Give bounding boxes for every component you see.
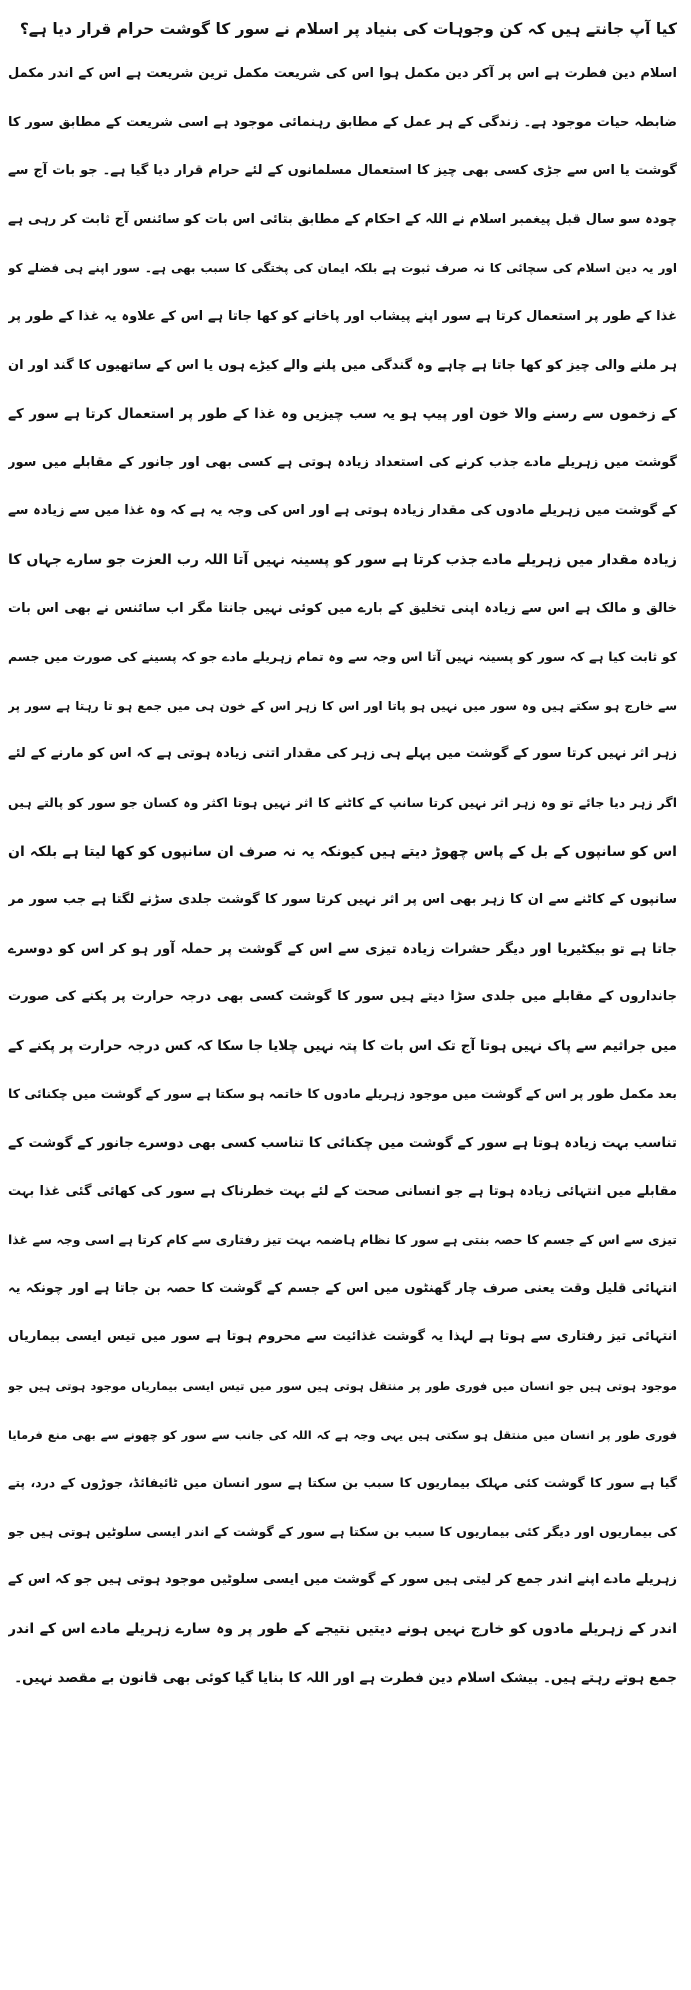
article-line: خالق و مالک ہے اس سے زیادہ اپنی تخلیق کے بارے میں کوئی نہیں جانتا مگر اب سائنس نے بھی اس بات [8, 600, 677, 616]
article-line: گیا ہے سور کا گوشت کئی مہلک بیماریوں کا سبب بن سکتا ہے سور انسان میں ٹائیفائڈ، جوڑوں کے درد، پتے [8, 1475, 677, 1491]
article-line: اندر کے زہریلے مادوں کو خارج نہیں ہونے دیتیں نتیجے کے طور پر وہ سارے زہریلے مادے اس کے اندر [8, 1621, 677, 1637]
article-line: کو ثابت کیا ہے کہ سور کو پسینہ نہیں آتا اس وجہ سے وہ تمام زہریلے مادے جو کہ پسینے کی صورت میں جسم [8, 649, 677, 665]
article-line: کی بیماریوں اور دیگر کئی بیماریوں کا سبب بن سکتا ہے سور کے گوشت کے اندر ایسی سلوٹیں ہوتی ہیں جو [8, 1523, 677, 1539]
article-line: انتہائی تیز رفتاری سے ہوتا ہے لہذا یہ گوشت غذائیت سے محروم ہوتا ہے سور میں تیس ایسی بیماریاں [8, 1329, 677, 1345]
article-line: سانپوں کے کاٹنے سے ان کا زہر بھی اس پر اثر نہیں کرتا سور کا گوشت جلدی سڑنے لگتا ہے جب سور مر [8, 892, 677, 908]
article-line: جانداروں کے مقابلے میں جلدی سڑا دیتے ہیں سور کا گوشت کسی بھی درجہ حرارت پر پکنے کی صورت [8, 989, 677, 1005]
article-line: موجود ہوتی ہیں جو انسان میں فوری طور پر منتقل ہوتی ہیں سور میں تیس ایسی بیماریاں موجود ہوتی ہیں جو [8, 1379, 677, 1394]
article-line: اس کو سانپوں کے بل کے پاس چھوڑ دیتے ہیں کیونکہ یہ نہ صرف ان سانپوں کو کھا لیتا ہے بلکہ ان [8, 843, 677, 860]
article-line: اگر زہر دیا جائے تو وہ زہر اثر نہیں کرتا سانپ کے کاٹنے کا اثر نہیں ہوتا اکثر وہ کسان جو سور کو پالتے ہیں [8, 794, 677, 810]
article-line: جمع ہوتے رہتے ہیں۔ بیشک اسلام دین فطرت ہے اور اللہ کا بنایا گیا کوئی بھی قانون بے مقصد نہیں۔ [14, 1669, 677, 1686]
article-line: مقابلے میں انتہائی زیادہ ہوتا ہے جو انسانی صحت کے لئے بہت خطرناک ہے سور کی کھائی گئی غذا بہت [8, 1183, 677, 1199]
article-line: بعد مکمل طور پر اس کے گوشت میں موجود زہریلے مادوں کا خاتمہ ہو سکتا ہے سور کے گوشت میں چکنائی کا [8, 1086, 677, 1102]
article-line: ضابطہ حیات موجود ہے۔ زندگی کے ہر عمل کے مطابق رہنمائی موجود ہے اسی شریعت کے مطابق سور کا [8, 114, 677, 130]
article-body [8, 50, 677, 1702]
article-line: گوشت یا اس سے جڑی کسی بھی چیز کا استعمال مسلمانوں کے لئے حرام قرار دیا گیا ہے۔ جو بات آج سے [8, 163, 677, 179]
article-line: زیادہ مقدار میں زہریلے مادے جذب کرتا ہے سور کو پسینہ نہیں آتا اللہ رب العزت جو سارے جہاں کا [8, 551, 677, 568]
article-line: تناسب بہت زیادہ ہوتا ہے سور کے گوشت میں چکنائی کا تناسب کسی بھی دوسرے جانور کے گوشت کے [8, 1135, 677, 1152]
article-line: غذا کے طور پر استعمال کرتا ہے سور اپنے پیشاب اور پاخانے کو کھا جاتا ہے اس کے علاوہ یہ غذا کے طور پر [8, 308, 677, 324]
article-line: اور یہ دین اسلام کی سچائی کا نہ صرف ثبوت ہے بلکہ ایمان کی پختگی کا سبب بھی ہے۔ سور اپنے ہی فضلے کو [8, 261, 677, 276]
article-line: گوشت میں زہریلے مادے جذب کرنے کی استعداد زیادہ ہوتی ہے کسی بھی اور جانور کے مقابلے میں سور [8, 454, 677, 470]
article-line: جاتا ہے تو بیکٹیریا اور دیگر حشرات زیادہ تیزی سے اس کے گوشت پر حملہ آور ہو کر اس کو دوسرے [8, 940, 677, 957]
article-line: زہر اثر نہیں کرتا سور کے گوشت میں پہلے ہی زہر کی مقدار اتنی زیادہ ہوتی ہے کہ اس کو مارنے کے لئے [8, 746, 677, 762]
article-line: سے خارج ہو سکتے ہیں وہ سور میں نہیں ہو پاتا اور اس کا زہر اس کے خون ہی میں جمع ہو تا رہتا ہے سور پر [8, 698, 677, 713]
article-line: میں جراثیم سے پاک نہیں ہوتا آج تک اس بات کا پتہ نہیں چلایا جا سکا کہ کس درجہ حرارت پر پکنے کے [8, 1037, 677, 1054]
article-line: زہریلے مادے اپنے اندر جمع کر لیتی ہیں سور کے گوشت میں ایسی سلوٹیں موجود ہوتی ہیں جو کہ اس کے [8, 1572, 677, 1588]
article-line: تیزی سے اس کے جسم کا حصہ بنتی ہے سور کا نظام ہاضمہ بہت تیز رفتاری سے کام کرتا ہے اسی وجہ سے غذا [8, 1232, 677, 1248]
article-line: کے زخموں سے رسنے والا خون اور پیپ ہو یہ سب چیزیں وہ غذا کے طور پر استعمال کرتا ہے سور کے [8, 406, 677, 423]
article-title: کیا آپ جانتے ہیں کہ کن وجوہات کی بنیاد پر اسلام نے سور کا گوشت حرام قرار دیا ہے؟ [19, 20, 677, 38]
article-line: کے گوشت میں زہریلے مادوں کی مقدار زیادہ ہوتی ہے اور اس کی وجہ یہ ہے کہ وہ غذا میں سے زیادہ سے [8, 503, 677, 519]
article-line: چودہ سو سال قبل پیغمبر اسلام نے اللہ کے احکام کے مطابق بتائی اس بات کو سائنس آج ثابت کر رہی ہے [8, 211, 677, 227]
article-line: ہر ملنے والی چیز کو کھا جاتا ہے چاہے وہ گندگی میں پلنے والے کیڑے ہوں یا اس کے ساتھیوں کا گند اور ان [8, 357, 677, 373]
article-line: فوری طور پر انسان میں منتقل ہو سکتی ہیں یہی وجہ ہے کہ اللہ کی جانب سے سور کو چھونے سے بھی منع فرمایا [8, 1427, 677, 1442]
article-line: اسلام دین فطرت ہے اس پر آکر دین مکمل ہوا اس کی شریعت مکمل ترین شریعت ہے اس کے اندر مکمل [8, 66, 677, 81]
article-line: انتہائی قلیل وقت یعنی صرف چار گھنٹوں میں اس کے جسم کے گوشت کا حصہ بن جاتا ہے اور چونکہ یہ [8, 1280, 677, 1296]
